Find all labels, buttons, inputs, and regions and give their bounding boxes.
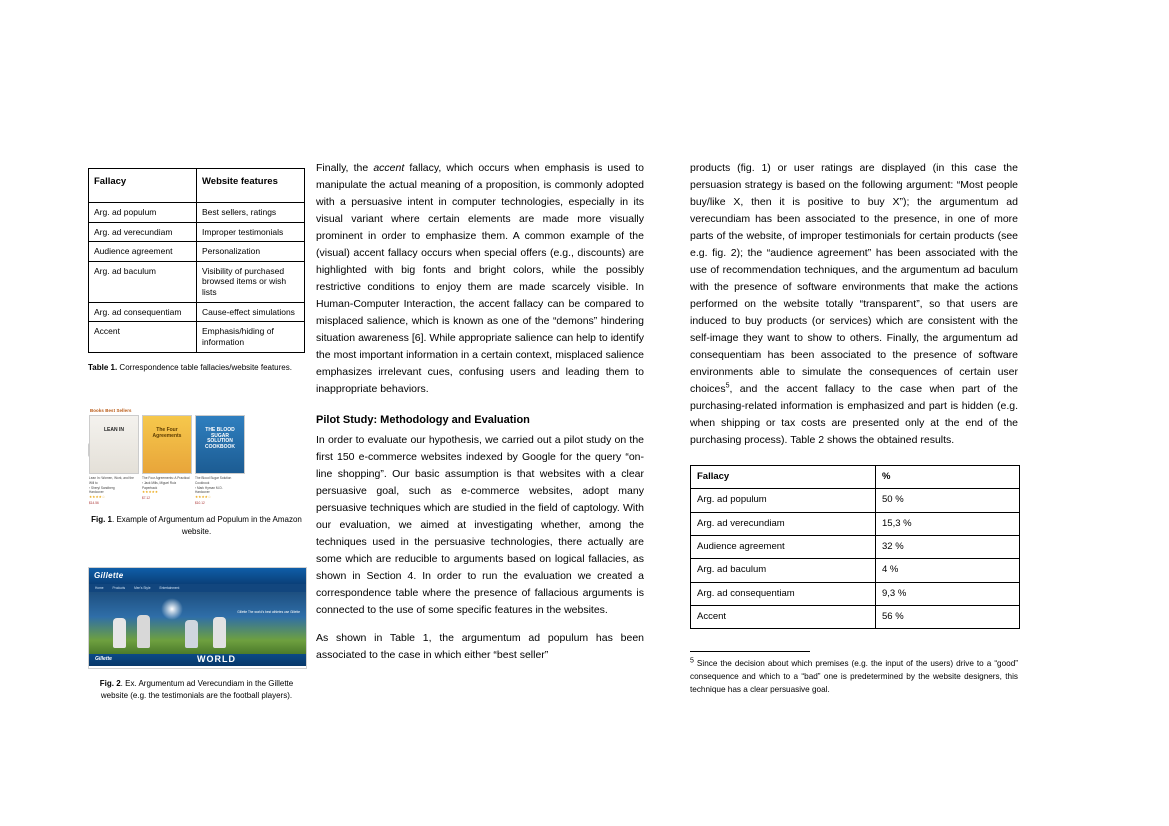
table-row bbox=[691, 489, 1020, 512]
table2-cell-fallacy-1: Arg. ad verecundiam bbox=[691, 512, 876, 535]
table1-header-features: Website features bbox=[197, 169, 305, 203]
book-cover bbox=[142, 415, 192, 474]
table2-cell-percent-1: 15,3 % bbox=[876, 512, 1020, 535]
table1-cell-fallacy-3: Arg. ad baculum bbox=[89, 261, 197, 302]
footnote-text: Since the decision about which premises (e.g. the input of the users) drive to a “good” consequence and which to a “bad” one is predetermined by the website designers, this technique has a clear persuasive goal. bbox=[690, 659, 1018, 694]
table1-cell-feature-5: Emphasis/hiding of information bbox=[197, 322, 305, 352]
table2-cell-percent-3: 4 % bbox=[876, 559, 1020, 582]
figure1-caption-text: . Example of Argumentum ad Populum in the Amazon website. bbox=[112, 515, 302, 536]
sun-glow bbox=[161, 598, 183, 620]
athlete-figure bbox=[137, 615, 150, 648]
figure2-caption-text: . Ex. Argumentum ad Verecundiam in the Gillette website (e.g. the testimonials are the football players). bbox=[100, 679, 294, 700]
book-author: › Jack Mills, Miguel Ruiz bbox=[142, 480, 177, 485]
figure2-caption bbox=[88, 678, 305, 701]
nav-item-products: Products bbox=[112, 586, 126, 591]
list-item bbox=[195, 415, 245, 505]
nav-item-entertainment: Entertainment bbox=[159, 586, 180, 591]
figure1-caption-label: Fig. 1 bbox=[91, 515, 112, 525]
paragraph-methodology: In order to evaluate our hypothesis, we carried out a pilot study on the first 150 e-commerce websites indexed by Google for the query “on-line shopping”. Our basic assumption is that websites with a clear persuasive goal, such as e-commerce websites, adopt many persuasive techniques which are studied in the field of captology. With our evaluation, we aimed at investigating whether, among the techniques used in the persuasive technologies, there actually are some which are reducible to arguments based on logical fallacies, as shown in Section 4. In order to run the evaluation we created a correspondence table where the presence of fallacious arguments is connected to the use of some specific features in the websites. bbox=[316, 434, 644, 617]
list-item bbox=[89, 415, 139, 505]
book-author: › Mark Hyman M.D. bbox=[195, 485, 223, 490]
figure1-book-row bbox=[88, 415, 305, 505]
paragraph-table1-reference: As shown in Table 1, the argumentum ad populum has been associated to the case in which either “best seller” bbox=[316, 632, 644, 662]
col3-para1-cont: , and the accent fallacy to the case when part of the purchasing-related information is emphasized and part is hidden (e.g. when shipping or tax costs are presented only at the end of the purchasing process). Table 2 shows the obtained results. bbox=[690, 383, 1018, 446]
table2-cell-percent-4: 9,3 % bbox=[876, 582, 1020, 605]
book-author: › Sheryl Sandberg bbox=[89, 485, 115, 490]
book-cover bbox=[195, 415, 245, 474]
book-price: $7.12 bbox=[142, 495, 150, 500]
book-binding: Hardcover bbox=[89, 490, 104, 495]
site-footer bbox=[89, 654, 306, 666]
section-heading-pilot-study: Pilot Study: Methodology and Evaluation bbox=[316, 414, 530, 426]
book-title: The Blood Sugar Solution Cookbook bbox=[195, 476, 232, 485]
rating-stars-icon: ★★★★★ bbox=[142, 490, 159, 495]
book-cover bbox=[89, 415, 139, 474]
footer-banner-text: WORLD bbox=[197, 654, 236, 665]
table-row bbox=[691, 606, 1020, 629]
footnote-reference: 5 bbox=[725, 382, 730, 390]
para1-pre: Finally, the bbox=[316, 162, 374, 174]
table-row bbox=[89, 202, 305, 222]
nav-item-home: Home bbox=[95, 586, 104, 591]
table2-cell-fallacy-5: Accent bbox=[691, 606, 876, 629]
figure1-caption bbox=[88, 514, 305, 537]
site-nav bbox=[89, 584, 306, 592]
para1-post: fallacy, which occurs when emphasis is used to manipulate the actual meaning of a proposition, is commonly adopted with a persuasive intent in computer technologies, especially in its visual variant where certain elements are made more visually prominent in order to emphasize them. A common example of the (visual) accent fallacy occurs when special offers (e.g., discounts) are highlighted with big fonts and bright colors, while the possibly restrictive conditions to enjoy them are made scarcely visible. In Human-Computer Interaction, the accent fallacy can be compared to misplaced salience, which is known as one of the “demons” hindering situation awareness [6]. While appropriate salience can help to identify the most important information in a certain context, misplaced salience emphasizes irrelevant cues, confusing users and leading them to inappropriate behaviors. bbox=[316, 162, 644, 395]
footnote-marker: 5 bbox=[690, 657, 694, 665]
table2-cell-percent-5: 56 % bbox=[876, 606, 1020, 629]
list-item bbox=[142, 415, 192, 505]
table1-cell-feature-2: Personalization bbox=[197, 242, 305, 262]
book-price: $10.12 bbox=[195, 500, 205, 505]
athlete-figure bbox=[113, 618, 126, 648]
table-row bbox=[691, 512, 1020, 535]
book-title: The Four Agreements: A Practical bbox=[142, 476, 190, 481]
table-row bbox=[89, 222, 305, 242]
paragraph-fallacy-mapping bbox=[690, 160, 1018, 449]
gillette-logo: Gillette bbox=[94, 571, 124, 581]
middle-column bbox=[316, 160, 644, 675]
book-meta bbox=[89, 474, 139, 505]
table-row bbox=[691, 536, 1020, 559]
site-header bbox=[89, 568, 306, 584]
book-binding: Hardcover bbox=[195, 490, 210, 495]
table1-cell-feature-1: Improper testimonials bbox=[197, 222, 305, 242]
table1-cell-fallacy-5: Accent bbox=[89, 322, 197, 352]
paragraph-accent-fallacy bbox=[316, 160, 644, 398]
results-table bbox=[690, 465, 1020, 629]
left-column bbox=[88, 168, 305, 701]
table-row bbox=[691, 559, 1020, 582]
table-header-row bbox=[89, 169, 305, 203]
table-row bbox=[89, 322, 305, 352]
table2-cell-fallacy-2: Audience agreement bbox=[691, 536, 876, 559]
book-binding: Paperback bbox=[142, 485, 158, 490]
athlete-figure bbox=[185, 620, 198, 648]
footnote-paragraph bbox=[690, 658, 1018, 696]
book-title: Lean In: Women, Work, and the Will to bbox=[89, 476, 134, 485]
footnote-divider bbox=[690, 651, 810, 652]
nav-item-mens-style: Men's Style bbox=[134, 586, 151, 591]
table2-cell-percent-0: 50 % bbox=[876, 489, 1020, 512]
table1-cell-fallacy-2: Audience agreement bbox=[89, 242, 197, 262]
table1-caption bbox=[88, 362, 305, 374]
table1-caption-label: Table 1. bbox=[88, 362, 118, 372]
table1-cell-feature-3: Visibility of purchased browsed items or wish lists bbox=[197, 261, 305, 302]
table-row bbox=[691, 582, 1020, 605]
table2-header-fallacy: Fallacy bbox=[691, 466, 876, 489]
table1-cell-feature-4: Cause-effect simulations bbox=[197, 302, 305, 322]
gillette-footer-logo: Gillette bbox=[95, 656, 112, 663]
table-row bbox=[89, 242, 305, 262]
table-header-row bbox=[691, 466, 1020, 489]
hero-text: Gillette The world’s best athletes use Gillette bbox=[237, 610, 300, 615]
table1-cell-fallacy-1: Arg. ad verecundiam bbox=[89, 222, 197, 242]
table1-caption-text: Correspondence table fallacies/website features. bbox=[117, 362, 292, 372]
footnote-block bbox=[690, 651, 1018, 696]
book-price: $14.56 bbox=[89, 500, 99, 505]
figure-2-image bbox=[88, 567, 307, 669]
table2-cell-fallacy-3: Arg. ad baculum bbox=[691, 559, 876, 582]
table1-cell-fallacy-0: Arg. ad populum bbox=[89, 202, 197, 222]
hero-banner bbox=[89, 592, 306, 654]
figure-1-image bbox=[88, 407, 305, 505]
table1-header-fallacy: Fallacy bbox=[89, 169, 197, 203]
book-cover-title: LEAN IN bbox=[104, 427, 124, 434]
table2-cell-fallacy-0: Arg. ad populum bbox=[691, 489, 876, 512]
rating-stars-icon: ★★★★☆ bbox=[195, 495, 212, 500]
table2-cell-percent-2: 32 % bbox=[876, 536, 1020, 559]
figure2-caption-label: Fig. 2 bbox=[99, 679, 121, 689]
book-meta bbox=[142, 474, 192, 501]
table1-cell-feature-0: Best sellers, ratings bbox=[197, 202, 305, 222]
table1-cell-fallacy-4: Arg. ad consequentiam bbox=[89, 302, 197, 322]
book-cover-title: THE BLOOD SUGAR SOLUTION COOKBOOK bbox=[205, 427, 235, 450]
book-meta bbox=[195, 474, 245, 505]
rating-stars-icon: ★★★★☆ bbox=[89, 495, 106, 500]
table-row bbox=[89, 261, 305, 302]
table2-header-percent: % bbox=[876, 466, 1020, 489]
para1-italic-term: accent bbox=[373, 162, 405, 174]
col3-para1: products (fig. 1) or user ratings are displayed (in this case the persuasion strategy is based on the following argument: “Most people buy/like X, then it is positive to buy X”); the argumentum ad verecundiam has been associated to the presence, in one of more parts of the website, of improper testimonials for certain products (see e.g. fig. 2); the “audience agreement” has been associated with the use of recommendation techniques, and the argumentum ad baculum with the presence of software environments that make the actions performed on the website totally “transparent”, so that users are induced to buy products (or services) which are consistent with the self-image they want to show to others. Finally, the argumentum ad consequentiam has been associated to the presence of software environments able to simulate the consequences of certain user choices bbox=[690, 162, 1018, 395]
athlete-figure bbox=[213, 617, 226, 648]
table-row bbox=[89, 302, 305, 322]
book-cover-title: The Four Agreements bbox=[152, 427, 182, 439]
right-column bbox=[690, 160, 1018, 697]
figure1-shelf-title: Books Best Sellers bbox=[90, 408, 132, 414]
table2-cell-fallacy-4: Arg. ad consequentiam bbox=[691, 582, 876, 605]
correspondence-table bbox=[88, 168, 305, 353]
